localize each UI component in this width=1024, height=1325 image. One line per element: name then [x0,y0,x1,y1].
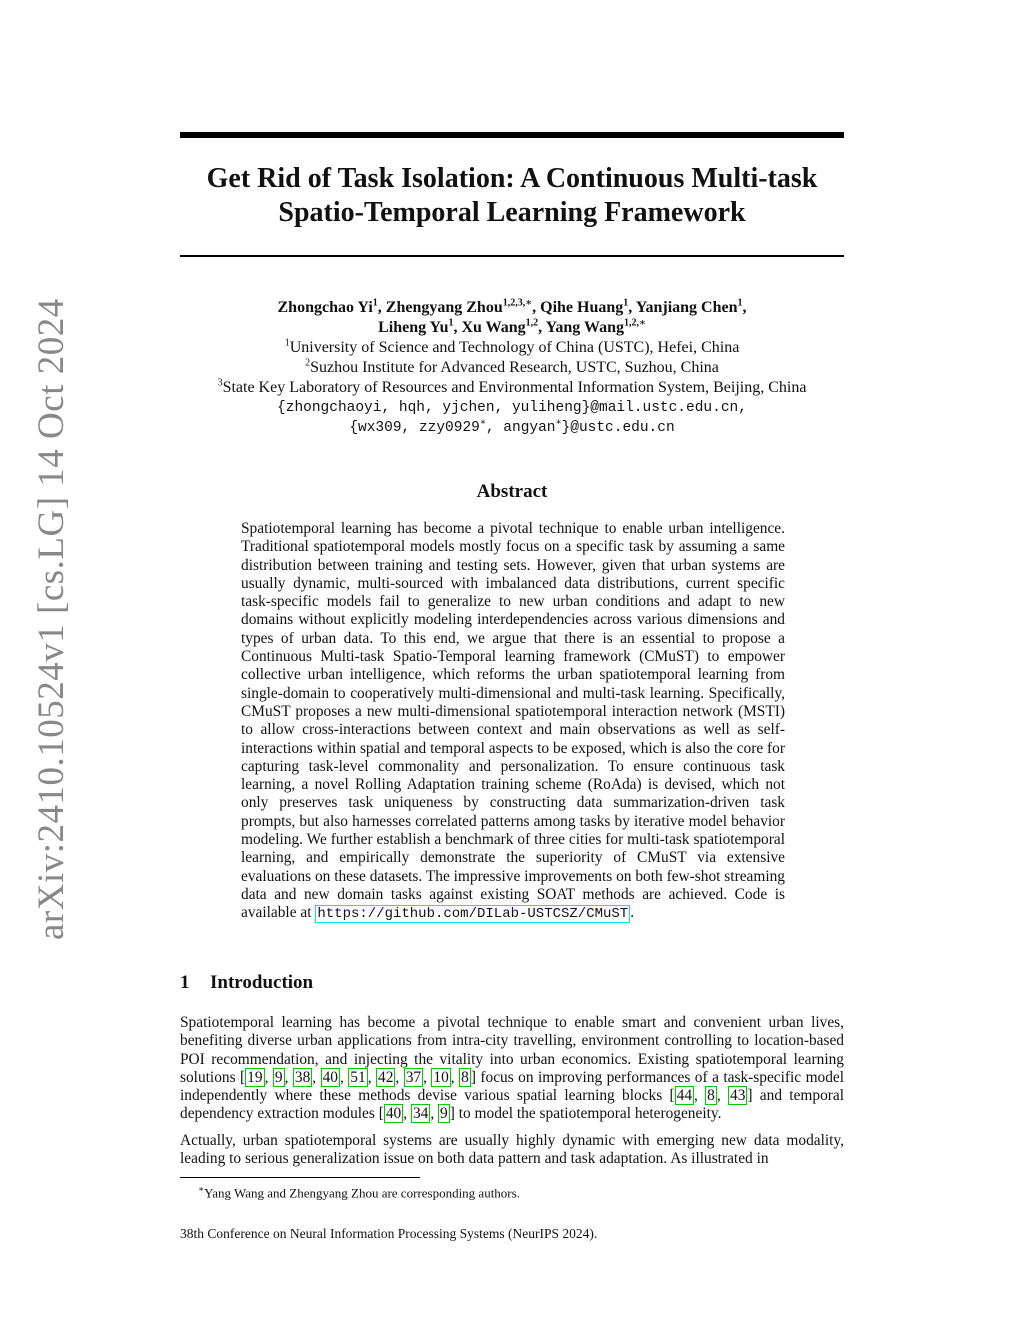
citation-link[interactable]: 37 [405,1068,422,1086]
email-part: }@ustc.edu.cn [561,420,675,436]
citation-link[interactable]: 42 [378,1068,394,1086]
citation-link[interactable]: 9 [274,1068,283,1086]
intro-paragraph-2: Actually, urban spatiotemporal systems are usually highly dynamic with emerging new data modality, leading to serious generalization issue on both data pattern and task adaptation. As illustrated in [180,1132,844,1168]
author-name: Yang Wang [545,319,624,336]
abstract-end: . [630,904,635,922]
email-sup: ∗ [479,418,486,430]
author-name: Yanjiang Chen [635,299,738,316]
footnote [180,1181,844,1201]
author-names: Zhongchao Yi$^1$, Zhengyang Zhou$^{1,2,3,∗}$, Qihe Huang$^1$, Yanjiang Chen$^1$, Liheng Yu$^1$, Xu Wang$^{1,2}$, Yang Wang$^{1,2,∗}$ [277,297,747,336]
abstract-heading: Abstract [476,481,548,502]
citation-link[interactable]: 8 [707,1087,715,1105]
citation-link[interactable]: 8 [461,1068,469,1086]
affiliation [180,358,844,378]
section-number: 1 [180,972,190,993]
citation-link[interactable]: 19 [247,1068,263,1086]
citation-link[interactable]: 9 [440,1105,448,1123]
paragraph-text: ] and temporal dependency extraction modules [ [180,1087,844,1123]
footnote-text: Yang Wang and Zhengyang Zhou are corresponding authors. [204,1185,520,1201]
author-name: Qihe Huang [540,299,624,316]
email-part: {wx309, zzy0929 [349,420,480,436]
arxiv-sidebar-stamp: arXiv:2410.10524v1 [cs.LG] 14 Oct 2024 [31,298,72,940]
author-name: Liheng Yu [378,319,449,336]
paragraph-text: ] to model the spatiotemporal heterogeneity. [449,1105,722,1123]
citation-link[interactable]: 51 [350,1068,366,1086]
email-line-2 [180,418,844,438]
citation-link[interactable]: 40 [322,1068,338,1086]
affiliation-sup: 2 [305,357,311,369]
section-title: Introduction [210,972,314,993]
author-sup: 1 [623,297,629,309]
affiliation-sup: 1 [284,337,290,349]
paper-title [180,162,844,230]
author-name: Zhengyang Zhou [385,299,503,316]
author-sup: 1 [372,297,378,309]
author-sup: 1 [737,297,743,309]
intro-paragraph-1: Spatiotemporal learning has become a pivotal technique to enable smart and convenient urban lives, benefiting diverse urban applications from intra-city travelling, environment controlling to location-based POI recommendation, and injecting the vitality into urban economics. Existing spatiotemporal learning solutions [ 19 , 9 , 38 , 40 , 51 , 42 , 37 , 10 , 8 ] focus on improving performances of a task-specific model independently where these methods devise various spatial learning blocks [ 44 , 8 , 43 ] and temporal dependency extraction modules [ 40 , 34 , 9 ] to model the spatiotemporal heterogeneity. [180,1014,845,1123]
citation-link[interactable]: 44 [676,1087,693,1105]
author-sup: 1,2,3,∗ [502,297,533,309]
affiliation-text: University of Science and Technology of China (USTC), Hefei, China [289,339,740,356]
affiliation [180,378,844,398]
citation-link[interactable]: 43 [730,1087,746,1105]
citation-link[interactable]: 38 [294,1068,311,1086]
author-sup: 1 [448,317,454,329]
paragraph-text: ] focus on improving performances of a task-specific model independently where these methods devise various spatial learning blocks [ [180,1068,845,1105]
email-line-1: {zhongchaoyi, hqh, yjchen, yuliheng}@mail.ustc.edu.cn, [277,400,747,416]
author-sup: 1,2 [525,317,539,329]
email-part: , angyan [485,420,556,436]
abstract-body [241,520,785,924]
footnote-rule [180,1177,420,1178]
citation-link[interactable]: 34 [412,1105,429,1123]
title-bottom-rule [180,255,844,257]
title-line-2: Spatio-Temporal Learning Framework [278,197,746,228]
section-heading-introduction [180,972,844,994]
paragraph-text: Spatiotemporal learning has become a pivotal technique to enable smart and convenient urban lives, benefiting diverse urban applications from intra-city travelling, environment controlling to location-based POI recommendation, and injecting the vitality into urban economics. Existing spatiotemporal learning solutions [ [180,1014,844,1086]
code-url-link[interactable]: https://github.com/DILab-USTCSZ/CMuST [317,906,629,923]
email-sup: ∗ [555,418,562,430]
citation-link[interactable]: 40 [385,1105,402,1123]
title-top-rule [180,132,844,138]
author-name: Zhongchao Yi [277,299,373,316]
citation-link[interactable]: 10 [433,1068,449,1086]
author-block [180,298,844,438]
author-sup: 1,2,∗ [623,317,646,329]
affiliation [180,338,844,358]
conference-note: 38th Conference on Neural Information Processing Systems (NeurIPS 2024). [180,1226,598,1241]
author-name: Xu Wang [461,319,526,336]
affiliation-text: State Key Laboratory of Resources and Environmental Information System, Beijing, China [222,379,807,396]
title-line-1: Get Rid of Task Isolation: A Continuous Multi-task [206,163,818,194]
footnote-mark: ∗ [198,1184,205,1194]
affiliation-sup: 3 [217,377,223,389]
abstract-text: Spatiotemporal learning has become a pivotal technique to enable urban intelligence. Traditional spatiotemporal models mostly focus on a specific task by assuming a same distribution between training and testing sets. However, given that urban systems are usually dynamic, multi-sourced with imbalanced data distributions, current specific task-specific models fail to generalize to new urban conditions and adapt to new domains without explicitly modeling interdependencies across various dimensions and types of urban data. To this end, we argue that there is an essential to propose a Continuous Multi-task Spatio-Temporal learning framework (CMuST) to empower collective urban intelligence, which reforms the urban spatiotemporal learning from single-domain to cooperatively multi-dimensional and multi-task learning. Specifically, CMuST proposes a new multi-dimensional spatiotemporal interaction network (MSTI) to allow cross-interactions between context and main observations as well as self-interactions within spatial and temporal aspects to be exposed, which is also the core for capturing task-level commonality and personalization. To ensure continuous task learning, a novel Rolling Adaptation training scheme (RoAda) is devised, which not only preserves task uniqueness by constructing data summarization-driven task prompts, but also harnesses correlated patterns among tasks by iterative model behavior modeling. We further establish a benchmark of three cities for multi-task spatiotemporal learning, and empirically demonstrate the superiority of CMuST via extensive evaluations on these datasets. The impressive improvements on both few-shot streaming data and new domain tasks against existing SOAT methods are achieved. Code is available at [241,520,785,922]
affiliation-text: Suzhou Institute for Advanced Research, USTC, Suzhou, China [310,359,719,376]
